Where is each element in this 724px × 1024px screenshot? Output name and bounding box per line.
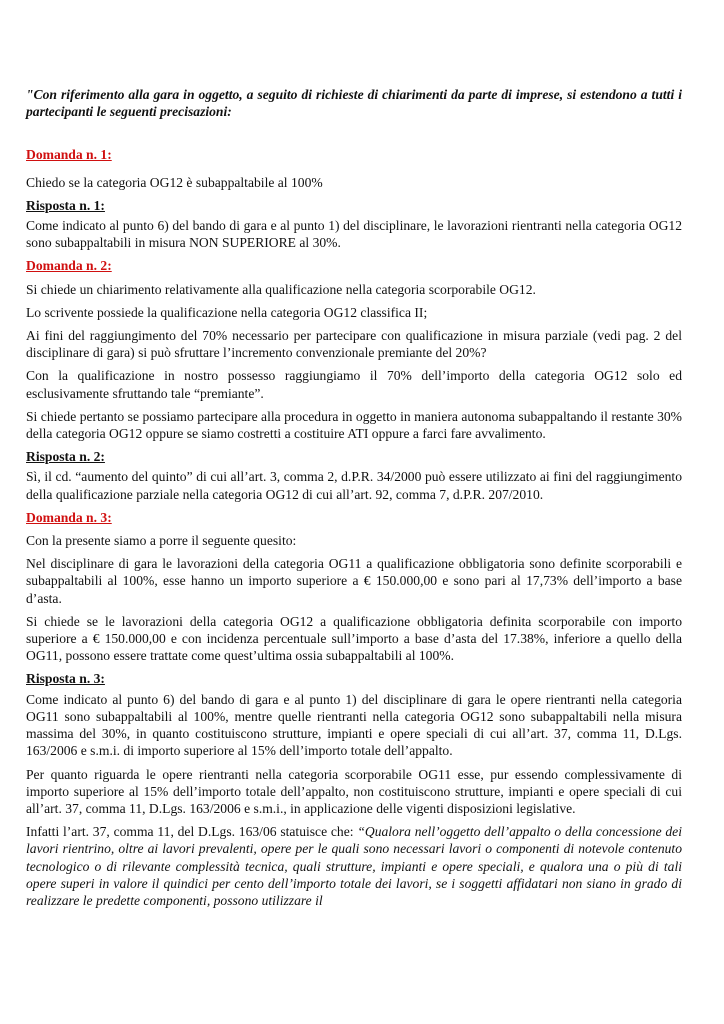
question-2-paragraph: Con la qualificazione in nostro possesso raggiungiamo il 70% dell’importo della categoria OG12 solo ed esclusivamente sfruttando tale “premiante”. [26, 368, 682, 401]
question-2-paragraph: Lo scrivente possiede la qualificazione nella categoria OG12 classifica II; [26, 304, 428, 320]
question-1-text: Chiedo se la categoria OG12 è subappaltabile al 100% [26, 174, 323, 190]
answer-1-title: Risposta n. 1: [26, 197, 105, 213]
question-3-paragraph: Si chiede se le lavorazioni della categoria OG12 a qualificazione obbligatoria definita scorporabile con importo superiore a € 150.000,00 e con incidenza percentuale sull’importo a base d’asta del 17.38%, inferiore a quello della OG11, possono essere trattate come quest’ultima ossia subappaltabili al 100%. [26, 613, 682, 664]
intro-paragraph: "Con riferimento alla gara in oggetto, a seguito di richieste di chiarimenti da parte di imprese, si estendono a tutti i partecipanti le seguenti precisazioni: [26, 87, 682, 120]
quote-lead: Infatti l’art. 37, comma 11, del D.Lgs. 163/06 statuisce che: [26, 824, 358, 840]
answer-1 [26, 197, 682, 252]
answer-3-paragraph-quote [26, 823, 682, 909]
question-2-paragraph: Si chiede un chiarimento relativamente alla qualificazione nella categoria scorporabile OG12. [26, 281, 536, 297]
legal-quote: “Qualora nell’oggetto dell’appalto o della concessione dei lavori rientrino, oltre ai lavori prevalenti, opere per le quali sono necessari lavori o componenti di notevole contenuto tecnologico o di rilevante complessità tecnica, quali strutture, impianti e opere speciali, e qualora una o più di tali opere superi in valore il quindici per cento dell’importo totale dei lavori, se i soggetti affidatari non siano in grado di realizzare le predette componenti, possono utilizzare il [26, 824, 682, 908]
question-3-paragraph: Nel disciplinare di gara le lavorazioni della categoria OG11 a qualificazione obbligatoria sono definite scorporabili e subappaltabili al 100%, esse hanno un importo superiore a € 150.000,00 e sono pari al 17,73% dell’importo a base d’asta. [26, 556, 682, 606]
question-2-paragraph: Si chiede pertanto se possiamo partecipare alla procedura in oggetto in maniera autonoma subappaltando il restante 30% della categoria OG12 oppure se siamo costretti a costituire ATI oppure a farci fare avvalimento. [26, 408, 682, 442]
question-2-paragraph: Ai fini del raggiungimento del 70% necessario per partecipare con qualificazione in misura parziale (vedi pag. 2 del disciplinare di gara) si può sfruttare l’incremento convenzionale premiante del 20%? [26, 328, 682, 361]
answer-3-paragraph: Per quanto riguarda le opere rientranti nella categoria scorporabile OG11 esse, pur essendo complessivamente di importo superiore al 15% dell’importo totale dell’appalto, non costituiscono strutture, impianti e opere speciali di cui all’art. 37, comma 11, D.Lgs. 163/2006 e s.m.i., in applicazione delle vigenti disposizioni legislative. [26, 766, 682, 816]
answer-3-paragraph: Come indicato al punto 6) del bando di gara e al punto 1) del disciplinare di gara le opere rientranti nella categoria OG11 sono subappaltabili al 100%, mentre quelle rientranti nella categoria OG12 sono subappaltabili nella misura massima del 30%, in quanto costituiscono strutture, impianti e opere speciali di cui all’art. 37, comma 11, D.Lgs. 163/2006 e s.m.i. di importo superiore al 15% dell’importo totale dell’appalto. [26, 691, 682, 759]
answer-2-text: Sì, il cd. “aumento del quinto” di cui all’art. 3, comma 2, d.P.R. 34/2000 può essere utilizzato ai fini del raggiungimento della qualificazione parziale nella categoria OG12 di cui all’art. 92, comma 7, d.P.R. 207/2010. [26, 469, 682, 502]
answer-3-title: Risposta n. 3: [26, 671, 105, 687]
question-3-paragraph: Con la presente siamo a porre il seguente quesito: [26, 533, 297, 549]
answer-3 [26, 670, 682, 909]
answer-2-title: Risposta n. 2: [26, 449, 105, 465]
answer-1-text: Come indicato al punto 6) del bando di gara e al punto 1) del disciplinare, le lavorazioni rientranti nella categoria OG12 sono subappaltabili in misura NON SUPERIORE al 30%. [26, 218, 682, 251]
question-1 [26, 146, 682, 190]
question-1-title: Domanda n. 1: [26, 147, 112, 163]
question-3 [26, 509, 682, 665]
question-3-title: Domanda n. 3: [26, 509, 112, 525]
document-page [26, 86, 682, 915]
question-2 [26, 257, 682, 442]
answer-2 [26, 448, 682, 503]
question-2-title: Domanda n. 2: [26, 258, 112, 274]
